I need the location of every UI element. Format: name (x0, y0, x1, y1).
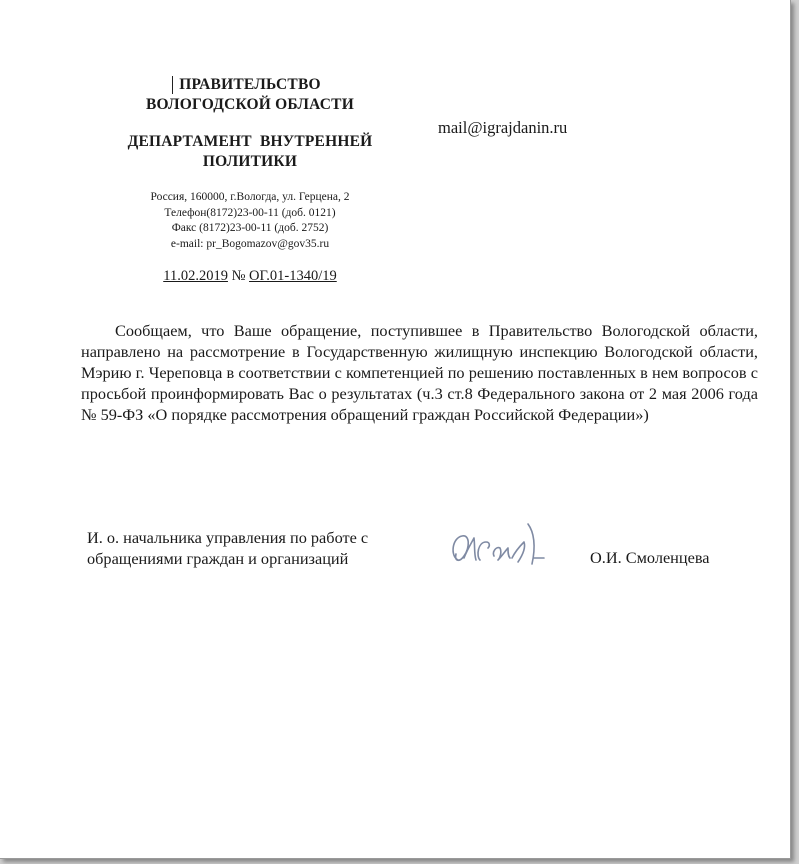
gov-line-2: ВОЛОГОДСКОЙ ОБЛАСТИ (146, 96, 354, 113)
registration-number: ОГ.01-1340/19 (249, 268, 337, 284)
signature-icon (444, 512, 554, 572)
body-paragraph: Сообщаем, что Ваше обращение, поступившее в Правительство Вологодской области, направлено на рассмотрение в Государственную жилищную инспекцию Вологодской области, Мэрию г. Череповца в соответствии с компетенцией по решению поставленных в нем вопросов с просьбой проинформировать Вас о результатах (ч.3 ст.8 Федерального закона от 2 мая 2006 года № 59-ФЗ «О порядке рассмотрения обращений граждан Российской Федерации») (81, 321, 758, 424)
registration-date: 11.02.2019 (163, 268, 228, 284)
department-header (100, 132, 400, 172)
email-line: e-mail: pr_Bogomazov@gov35.ru (170, 237, 330, 250)
handwritten-signature (444, 512, 554, 577)
recipient-email: mail@igrajdanin.ru (438, 118, 568, 137)
address-line: Россия, 160000, г.Вологда, ул. Герцена, 2 (150, 191, 350, 203)
dept-line-2: ПОЛИТИКИ (202, 153, 298, 170)
dept-line-1: ДЕПАРТАМЕНТ ВНУТРЕННЕЙ (127, 133, 373, 150)
signer-title (87, 527, 427, 569)
number-sign: № (231, 268, 246, 284)
fax-line: Факс (8172)23-00-11 (доб. 2752) (171, 222, 329, 234)
signer-title-line-1: И. о. начальника управления по работе с (87, 528, 369, 547)
address-block (100, 190, 400, 252)
signer-name: О.И. Смоленцева (590, 548, 710, 567)
phone-line: Телефон(8172)23-00-11 (доб. 0121) (164, 206, 336, 219)
registration-line (100, 268, 400, 285)
signer-title-line-2: обращениями граждан и организаций (87, 549, 349, 568)
government-header (100, 75, 400, 115)
gov-line-1: ПРАВИТЕЛЬСТВО (179, 76, 321, 93)
